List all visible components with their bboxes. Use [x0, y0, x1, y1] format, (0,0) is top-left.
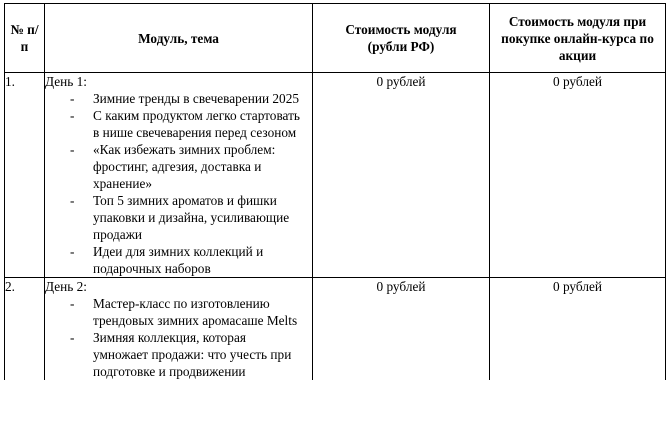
header-cost-online: Стоимость модуля при покупке онлайн-курса по акции	[490, 4, 666, 73]
table-row	[5, 73, 666, 278]
day-title: День 2:	[45, 279, 87, 294]
cost-value: 0 рублей	[313, 278, 490, 381]
list-item: - Зимняя коллекция, которая умножает продажи: что учесть при подготовке и продвижении	[70, 330, 292, 379]
day-title: День 1:	[45, 74, 87, 89]
header-cost: Стоимость модуля (рубли РФ)	[313, 4, 490, 73]
cost-online-value: 0 рублей	[490, 278, 666, 381]
list-item: - Топ 5 зимних ароматов и фишки упаковки и дизайна, усиливающие продажи	[70, 193, 290, 242]
dash-bullet: -	[70, 296, 75, 311]
list-item: - Мастер-класс по изготовлению трендовых зимних аромасаше Melts	[70, 296, 298, 328]
row-number: 2.	[5, 278, 45, 381]
module-cell	[45, 73, 313, 278]
header-module: Модуль, тема	[45, 4, 313, 73]
header-number: № п/п	[5, 4, 45, 73]
table-row	[5, 278, 666, 381]
cost-value: 0 рублей	[313, 73, 490, 278]
topic-list	[45, 90, 312, 277]
list-item: - С каким продуктом легко стартовать в нише свечеварения перед сезоном	[70, 108, 300, 140]
row-number: 1.	[5, 73, 45, 278]
module-cell	[45, 278, 313, 381]
dash-bullet: -	[70, 91, 75, 106]
dash-bullet: -	[70, 108, 75, 123]
dash-bullet: -	[70, 244, 75, 259]
table-header-row	[5, 4, 666, 73]
curriculum-table	[4, 3, 666, 380]
cost-online-value: 0 рублей	[490, 73, 666, 278]
topic-list	[45, 295, 312, 380]
dash-bullet: -	[70, 142, 75, 157]
list-item: - Идеи для зимних коллекций и подарочных наборов	[70, 244, 264, 276]
list-item: - «Как избежать зимних проблем: фростинг, адгезия, доставка и хранение»	[70, 142, 276, 191]
list-item: - Зимние тренды в свечеварении 2025	[70, 91, 299, 106]
dash-bullet: -	[70, 330, 75, 345]
dash-bullet: -	[70, 193, 75, 208]
